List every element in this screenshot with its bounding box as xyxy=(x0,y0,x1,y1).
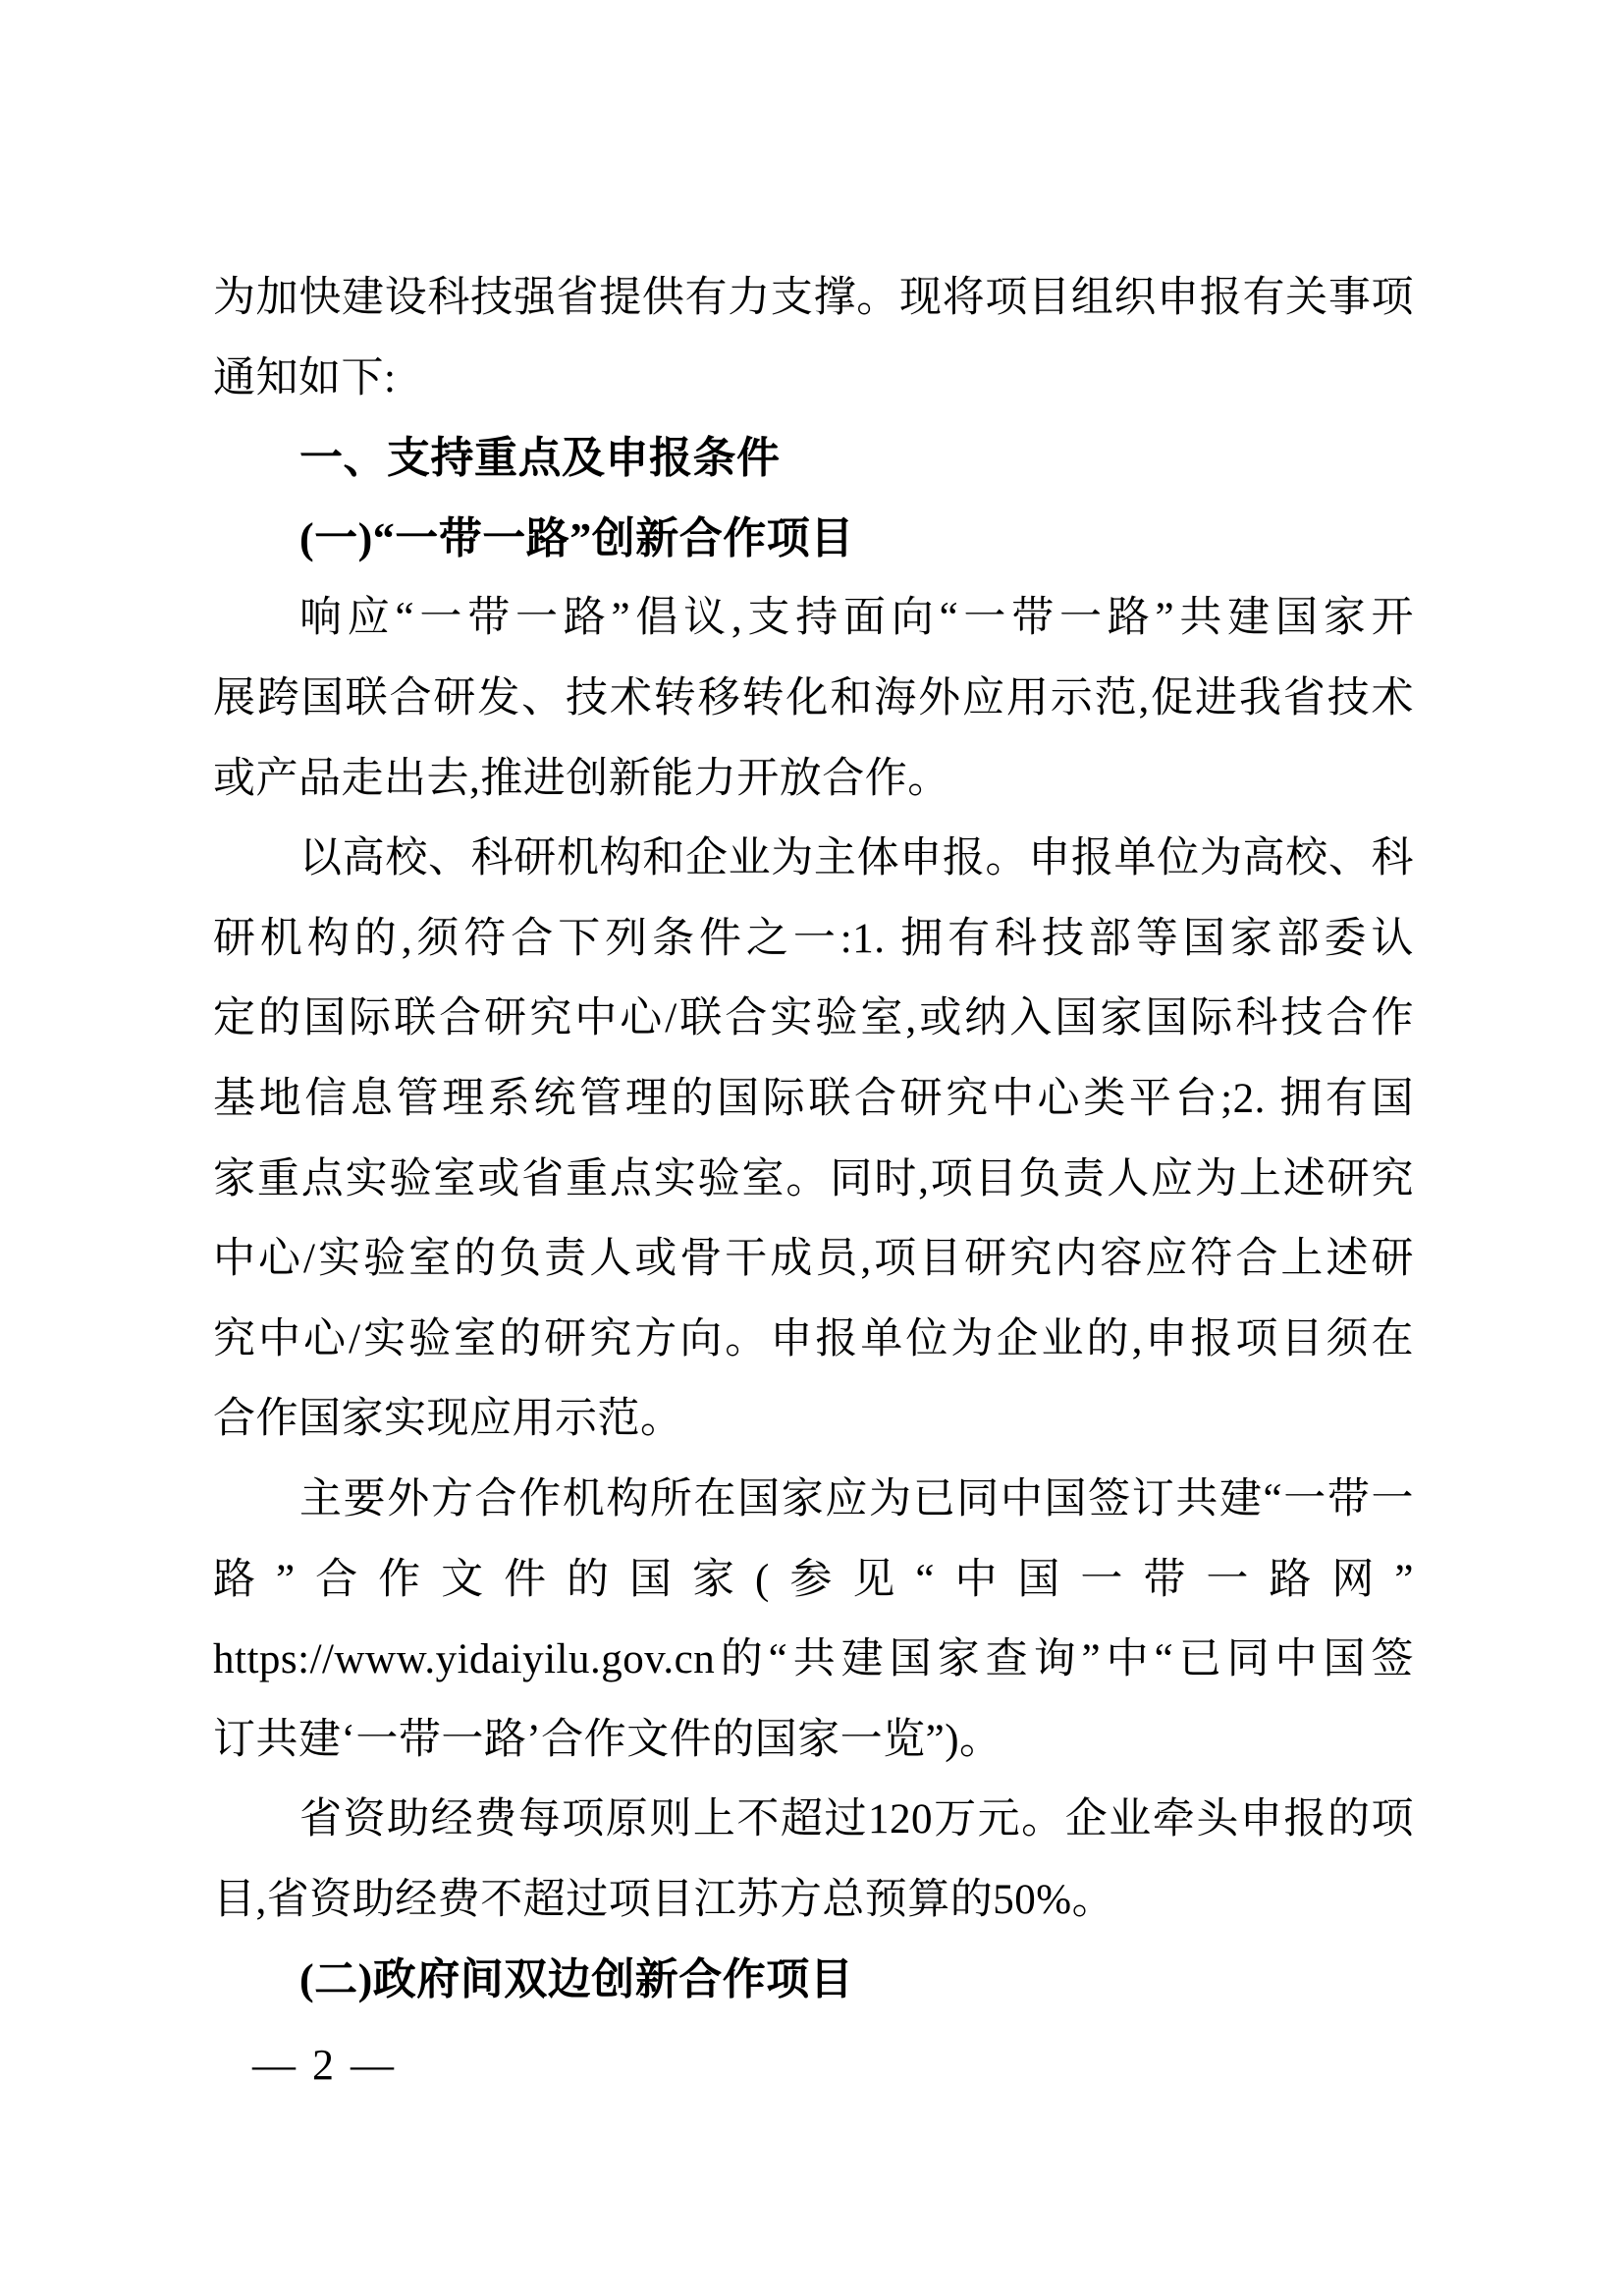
text-line: 基地信息管理系统管理的国际联合研究中心类平台;2. 拥有国 xyxy=(213,1075,1414,1122)
text-line: 通知如下: xyxy=(213,354,397,401)
text-line: 家重点实验室或省重点实验室。同时,项目负责人应为上述研究 xyxy=(213,1155,1414,1202)
text-line: https://www.yidaiyilu.gov.cn的“共建国家查询”中“已同中国签 xyxy=(213,1636,1414,1683)
text-line: 一、支持重点及申报条件 xyxy=(299,434,781,483)
text-line: (一)“一带一路”创新合作项目 xyxy=(299,513,854,562)
text-line: 为加快建设科技强省提供有力支撑。现将项目组织申报有关事项 xyxy=(213,275,1414,321)
text-line: (二)政府间双边创新合作项目 xyxy=(299,1955,854,2004)
text-line: 以高校、科研机构和企业为主体申报。申报单位为高校、科 xyxy=(299,835,1414,882)
text-line: 响应“一带一路”倡议,支持面向“一带一路”共建国家开 xyxy=(299,595,1414,642)
document-body xyxy=(213,258,1414,2020)
text-line: 合作国家实现应用示范。 xyxy=(213,1396,683,1443)
text-line: 中心/实验室的负责人或骨干成员,项目研究内容应符合上述研 xyxy=(213,1236,1414,1283)
text-line: 或产品走出去,推进创新能力开放合作。 xyxy=(213,755,950,802)
text-line: 定的国际联合研究中心/联合实验室,或纳入国家国际科技合作 xyxy=(213,995,1414,1042)
text-line: 目,省资助经费不超过项目江苏方总预算的50%。 xyxy=(213,1876,1115,1923)
text-line: 订共建‘一带一路’合作文件的国家一览”)。 xyxy=(213,1716,1002,1763)
text-line: 展跨国联合研发、技术转移转化和海外应用示范,促进我省技术 xyxy=(213,674,1414,721)
text-line: 路”合作文件的国家(参见“中国一带一路网” xyxy=(213,1556,1414,1603)
page-number: — 2 — xyxy=(252,2041,397,2089)
text-line: 主要外方合作机构所在国家应为已同中国签订共建“一带一 xyxy=(299,1475,1414,1522)
text-line: 研机构的,须符合下列条件之一:1. 拥有科技部等国家部委认 xyxy=(213,915,1414,962)
text-line: 究中心/实验室的研究方向。申报单位为企业的,申报项目须在 xyxy=(213,1315,1414,1362)
text-line: 省资助经费每项原则上不超过120万元。企业牵头申报的项 xyxy=(299,1796,1414,1843)
